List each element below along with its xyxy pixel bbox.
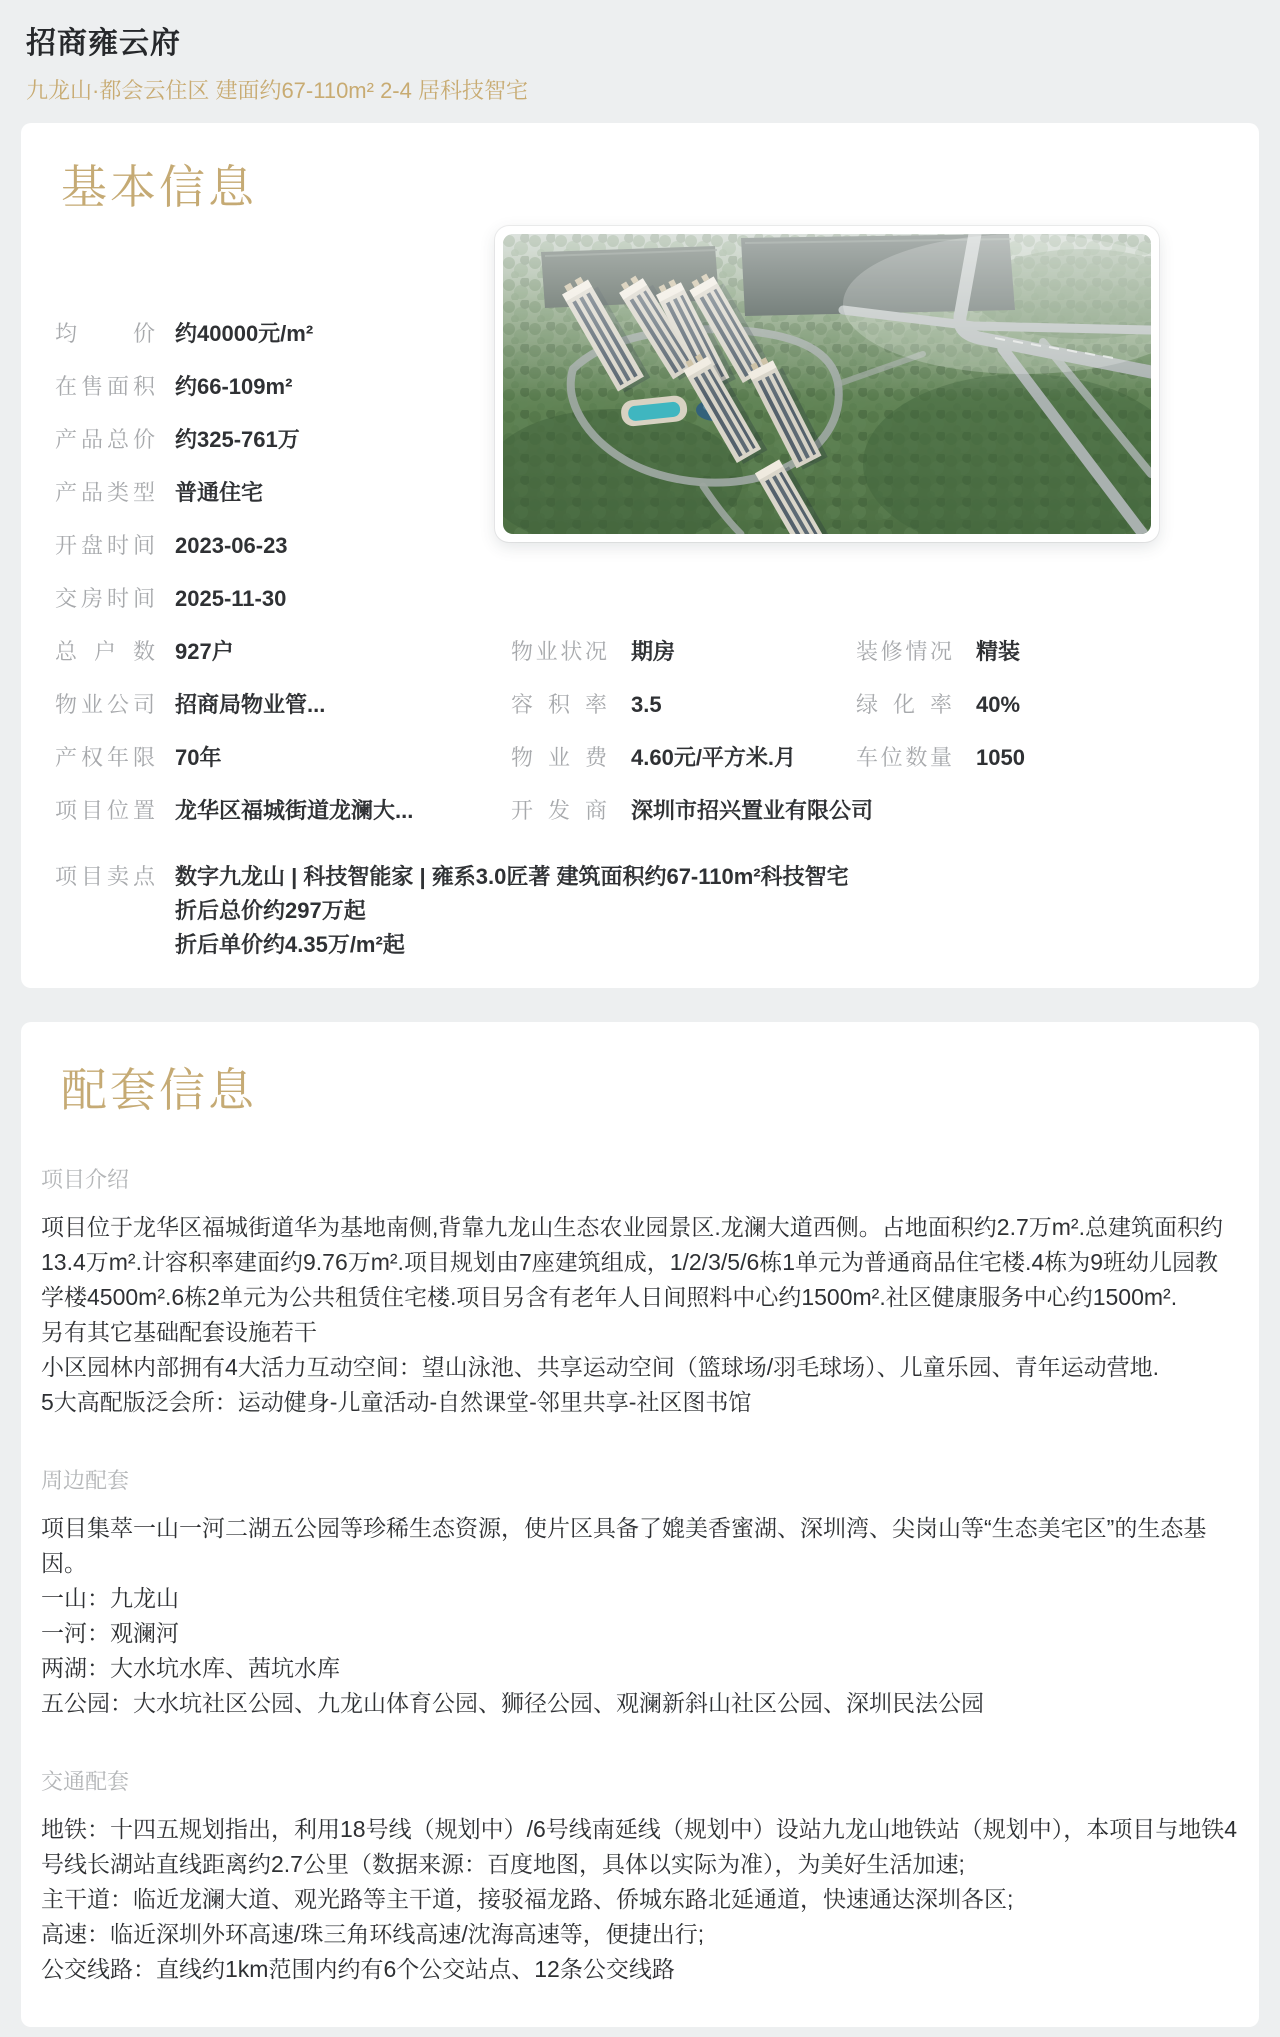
text-line: 项目位于龙华区福城街道华为基地南侧,背靠九龙山生态农业园景区.龙澜大道西侧。占地面积约2.7万m².总建筑面积约13.4万m².计容积率建面约9.76万m².项目规划由7座建筑组成，1/2/3/5/6栋1单元为普通商品住宅楼.4栋为9班幼儿园教学楼4500m².6栋2单元为公共租赁住宅楼.项目另含有老年人日间照料中心约1500m².社区健康服务中心约1500m².	[41, 1213, 1223, 1310]
info-label: 车位数量	[856, 744, 952, 770]
basic-info-title: 基本信息	[61, 161, 257, 213]
info-row-average-price	[55, 322, 495, 345]
text-line: 项目集萃一山一河二湖五公园等珍稀生态资源，使片区具备了媲美香蜜湖、深圳湾、尖岗山等“生态美宅区”的生态基因。	[41, 1514, 1207, 1576]
info-label: 开发商	[511, 797, 607, 823]
text-line: 地铁：十四五规划指出，利用18号线（规划中）/6号线南延线（规划中）设站九龙山地铁站（规划中），本项目与地铁4号线长湖站直线距离约2.7公里（数据来源：百度地图，具体以实际为准），为美好生活加速;	[41, 1815, 1238, 1877]
basic-info-right-column	[495, 226, 1229, 852]
info-label: 物业费	[511, 744, 607, 770]
info-label: 产品类型	[55, 479, 155, 505]
section-heading: 交通配套	[41, 1768, 130, 1794]
basic-info-left-column	[55, 226, 495, 852]
info-value: 普通住宅	[175, 479, 264, 505]
info-label: 产权年限	[55, 744, 155, 770]
info-row-total-households	[55, 640, 495, 663]
section-project-intro	[41, 1163, 1239, 1420]
info-label: 产品总价	[55, 426, 155, 452]
basic-info-body	[55, 226, 1229, 852]
spec-developer	[511, 799, 873, 822]
selling-points-lines	[175, 860, 849, 962]
text-line: 5大高配版泛会所：运动健身-儿童活动-自然课堂-邻里共享-社区图书馆	[41, 1388, 752, 1415]
info-row-opening-date	[55, 534, 495, 557]
section-heading: 周边配套	[41, 1467, 130, 1493]
section-heading: 项目介绍	[41, 1166, 130, 1192]
text-line: 一山：九龙山	[41, 1584, 179, 1611]
info-value: 1050	[976, 744, 1025, 770]
info-row-ownership-years	[55, 746, 495, 769]
property-photo-frame[interactable]	[495, 226, 1159, 542]
spec-property-status	[511, 640, 856, 663]
page-subtitle: 九龙山·都会云住区 建面约67-110m² 2-4 居科技智宅	[26, 78, 528, 103]
text-line: 公交线路：直线约1km范围内约有6个公交站点、12条公交线路	[41, 1955, 675, 1982]
text-line: 五公园：大水坑社区公园、九龙山体育公园、狮径公园、观澜新斜山社区公园、深圳民法公园	[41, 1689, 984, 1716]
info-value: 精装	[976, 638, 1021, 664]
text-line: 折后单价约4.35万/m²起	[175, 931, 405, 957]
info-value: 招商局物业管...	[175, 691, 326, 717]
info-label: 项目卖点	[55, 863, 155, 889]
info-value: 约66-109m²	[175, 373, 293, 399]
info-label: 开盘时间	[55, 532, 155, 558]
section-paragraphs	[41, 1210, 1239, 1420]
info-row-selling-points	[55, 860, 1229, 962]
info-row-area-on-sale	[55, 375, 495, 398]
info-value: 约40000元/m²	[175, 320, 314, 346]
section-surrounding-amenities	[41, 1464, 1239, 1721]
text-line: 数字九龙山 | 科技智能家 | 雍系3.0匠著 建筑面积约67-110m²科技智宅	[175, 863, 849, 889]
info-label: 装修情况	[856, 638, 952, 664]
text-line: 两湖：大水坑水库、茜坑水库	[41, 1654, 340, 1681]
info-value: 约325-761万	[175, 426, 300, 452]
info-label: 均价	[55, 320, 155, 346]
spec-greening-rate	[856, 693, 1201, 716]
info-row-delivery-date	[55, 587, 495, 610]
info-value: 3.5	[631, 691, 662, 717]
spec-row	[511, 693, 1229, 716]
info-value: 龙华区福城街道龙澜大...	[175, 797, 414, 823]
info-label: 在售面积	[55, 373, 155, 399]
spec-row	[511, 799, 1229, 822]
info-row-product-type	[55, 481, 495, 504]
basic-info-card	[21, 123, 1259, 988]
text-line: 小区园林内部拥有4大活力互动空间：望山泳池、共享运动空间（篮球场/羽毛球场）、儿童乐园、青年运动营地.	[41, 1353, 1160, 1380]
info-label: 物业状况	[511, 638, 607, 664]
spec-property-fee	[511, 746, 856, 769]
property-aerial-rendering-image[interactable]	[503, 234, 1151, 534]
info-label: 物业公司	[55, 691, 155, 717]
info-row-project-location	[55, 799, 495, 822]
text-line: 折后总价约297万起	[175, 897, 366, 923]
info-label: 容积率	[511, 691, 607, 717]
info-label: 项目位置	[55, 797, 155, 823]
amenities-card	[21, 1022, 1259, 2027]
info-row-total-price	[55, 428, 495, 451]
section-paragraphs	[41, 1511, 1239, 1721]
info-value: 2025-11-30	[175, 585, 287, 611]
info-value: 927户	[175, 638, 234, 664]
text-line: 另有其它基础配套设施若干	[41, 1318, 317, 1345]
spec-decoration	[856, 640, 1201, 663]
spec-plot-ratio	[511, 693, 856, 716]
info-label: 总户数	[55, 638, 155, 664]
spec-rows	[495, 640, 1229, 822]
info-value: 期房	[631, 638, 676, 664]
info-value: 深圳市招兴置业有限公司	[631, 797, 874, 823]
spec-row	[511, 746, 1229, 769]
info-value: 4.60元/平方米.月	[631, 744, 797, 770]
amenities-title: 配套信息	[61, 1063, 257, 1116]
info-label: 交房时间	[55, 585, 155, 611]
text-line: 主干道：临近龙澜大道、观光路等主干道，接驳福龙路、侨城东路北延通道，快速通达深圳各区;	[41, 1885, 1014, 1912]
info-value: 2023-06-23	[175, 532, 288, 558]
section-transportation	[41, 1765, 1239, 1987]
header	[0, 0, 1280, 105]
info-label: 绿化率	[856, 691, 952, 717]
info-row-property-company	[55, 693, 495, 716]
info-value: 70年	[175, 744, 222, 770]
spec-parking-count	[856, 746, 1201, 769]
text-line: 高速：临近深圳外环高速/珠三角环线高速/沈海高速等，便捷出行;	[41, 1920, 705, 1947]
page-title: 招商雍云府	[26, 27, 181, 60]
info-value: 40%	[976, 691, 1021, 717]
section-paragraphs	[41, 1812, 1239, 1987]
spec-row	[511, 640, 1229, 663]
text-line: 一河：观澜河	[41, 1619, 179, 1646]
